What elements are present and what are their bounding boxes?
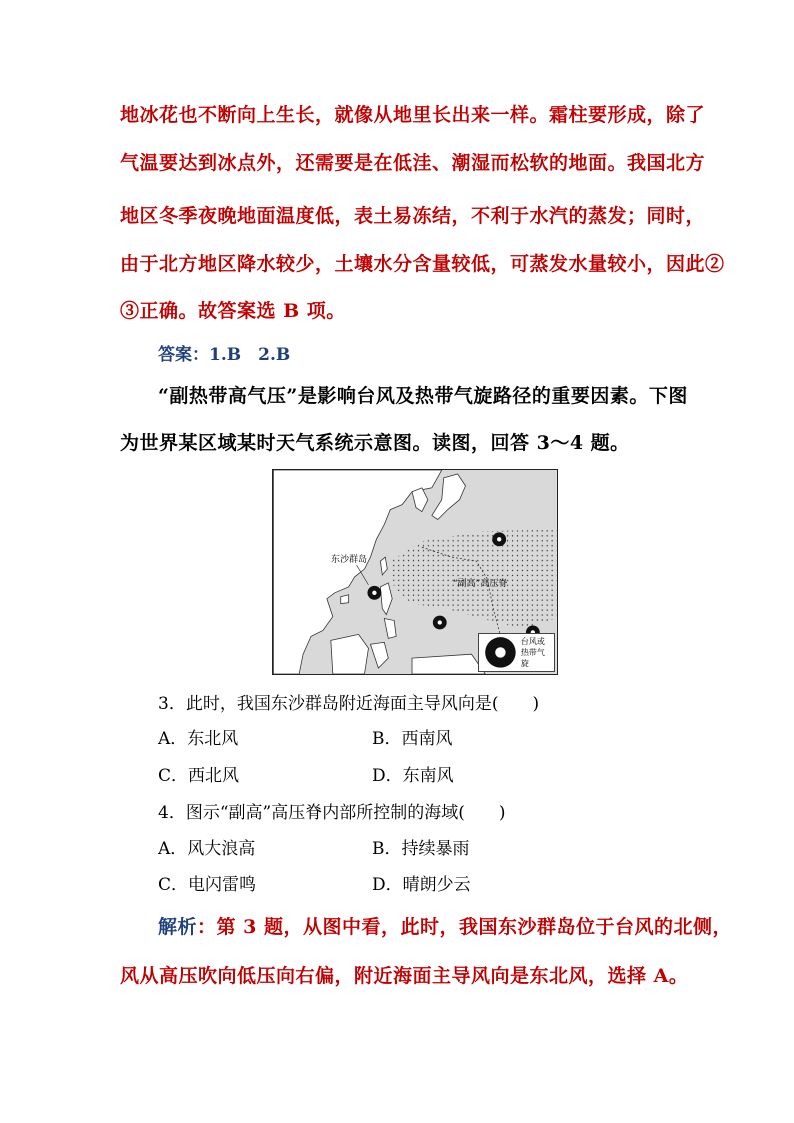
label-subtropical-ridge: “副高”高压脊	[453, 579, 508, 589]
analysis-line-1	[158, 912, 732, 939]
intro-line-2: 为世界某区域某时天气系统示意图。读图，回答 3～4 题。	[120, 432, 630, 454]
answer-value: 1.B 2.B	[209, 345, 291, 365]
explanation-line-2: 气温要达到冰点外，还需要是在低洼、潮湿而松软的地面。我国北方	[120, 152, 706, 174]
q3-option-c: C．西北风	[158, 766, 240, 786]
typhoon-legend-icon	[483, 635, 518, 670]
borneo-island	[331, 634, 369, 674]
hainan-island	[341, 595, 349, 604]
explanation-line-5: ③正确。故答案选 B 项。	[120, 300, 346, 322]
answer-line	[158, 340, 290, 365]
analysis-label: 解析	[158, 916, 198, 938]
typhoon-icon	[433, 616, 447, 630]
weather-system-map	[272, 469, 558, 675]
legend-text: 台风或热带气旋	[520, 637, 545, 669]
typhoon-icon	[492, 532, 506, 546]
analysis-text-1: ：第 3 题，从图中看，此时，我国东沙群岛位于台风的北侧，	[197, 916, 732, 938]
q4-option-a: A．风大浪高	[158, 839, 256, 859]
q3-option-a: A．东北风	[158, 729, 239, 749]
explanation-line-4: 由于北方地区降水较少，土壤水分含量较低，可蒸发水量较小，因此②	[120, 253, 725, 275]
intro-line-1: “副热带高气压”是影响台风及热带气旋路径的重要因素。下图	[158, 385, 688, 407]
label-dongsha-islands: 东沙群岛	[331, 555, 368, 565]
q3-option-d: D．东南风	[372, 766, 454, 786]
explanation-line-1: 地冰花也不断向上生长，就像从地里长出来一样。霜柱要形成，除了	[120, 104, 706, 126]
q3-option-b: B．西南风	[372, 729, 453, 749]
map-legend	[478, 633, 555, 672]
question-3-stem: 3．此时，我国东沙群岛附近海面主导风向是( )	[158, 694, 540, 714]
q4-option-b: B．持续暴雨	[372, 839, 470, 859]
q4-option-d: D．晴朗少云	[372, 875, 471, 895]
answer-label: 答案：	[158, 345, 209, 365]
q4-option-c: C．电闪雷鸣	[158, 875, 257, 895]
typhoon-icon	[367, 586, 381, 600]
explanation-line-3: 地区冬季夜晚地面温度低，表土易冻结，不利于水汽的蒸发；同时，	[120, 205, 706, 227]
question-4-stem: 4．图示“副高”高压脊内部所控制的海域( )	[158, 803, 506, 823]
analysis-line-2: 风从高压吹向低压向右偏，附近海面主导风向是东北风，选择 A。	[120, 965, 689, 987]
